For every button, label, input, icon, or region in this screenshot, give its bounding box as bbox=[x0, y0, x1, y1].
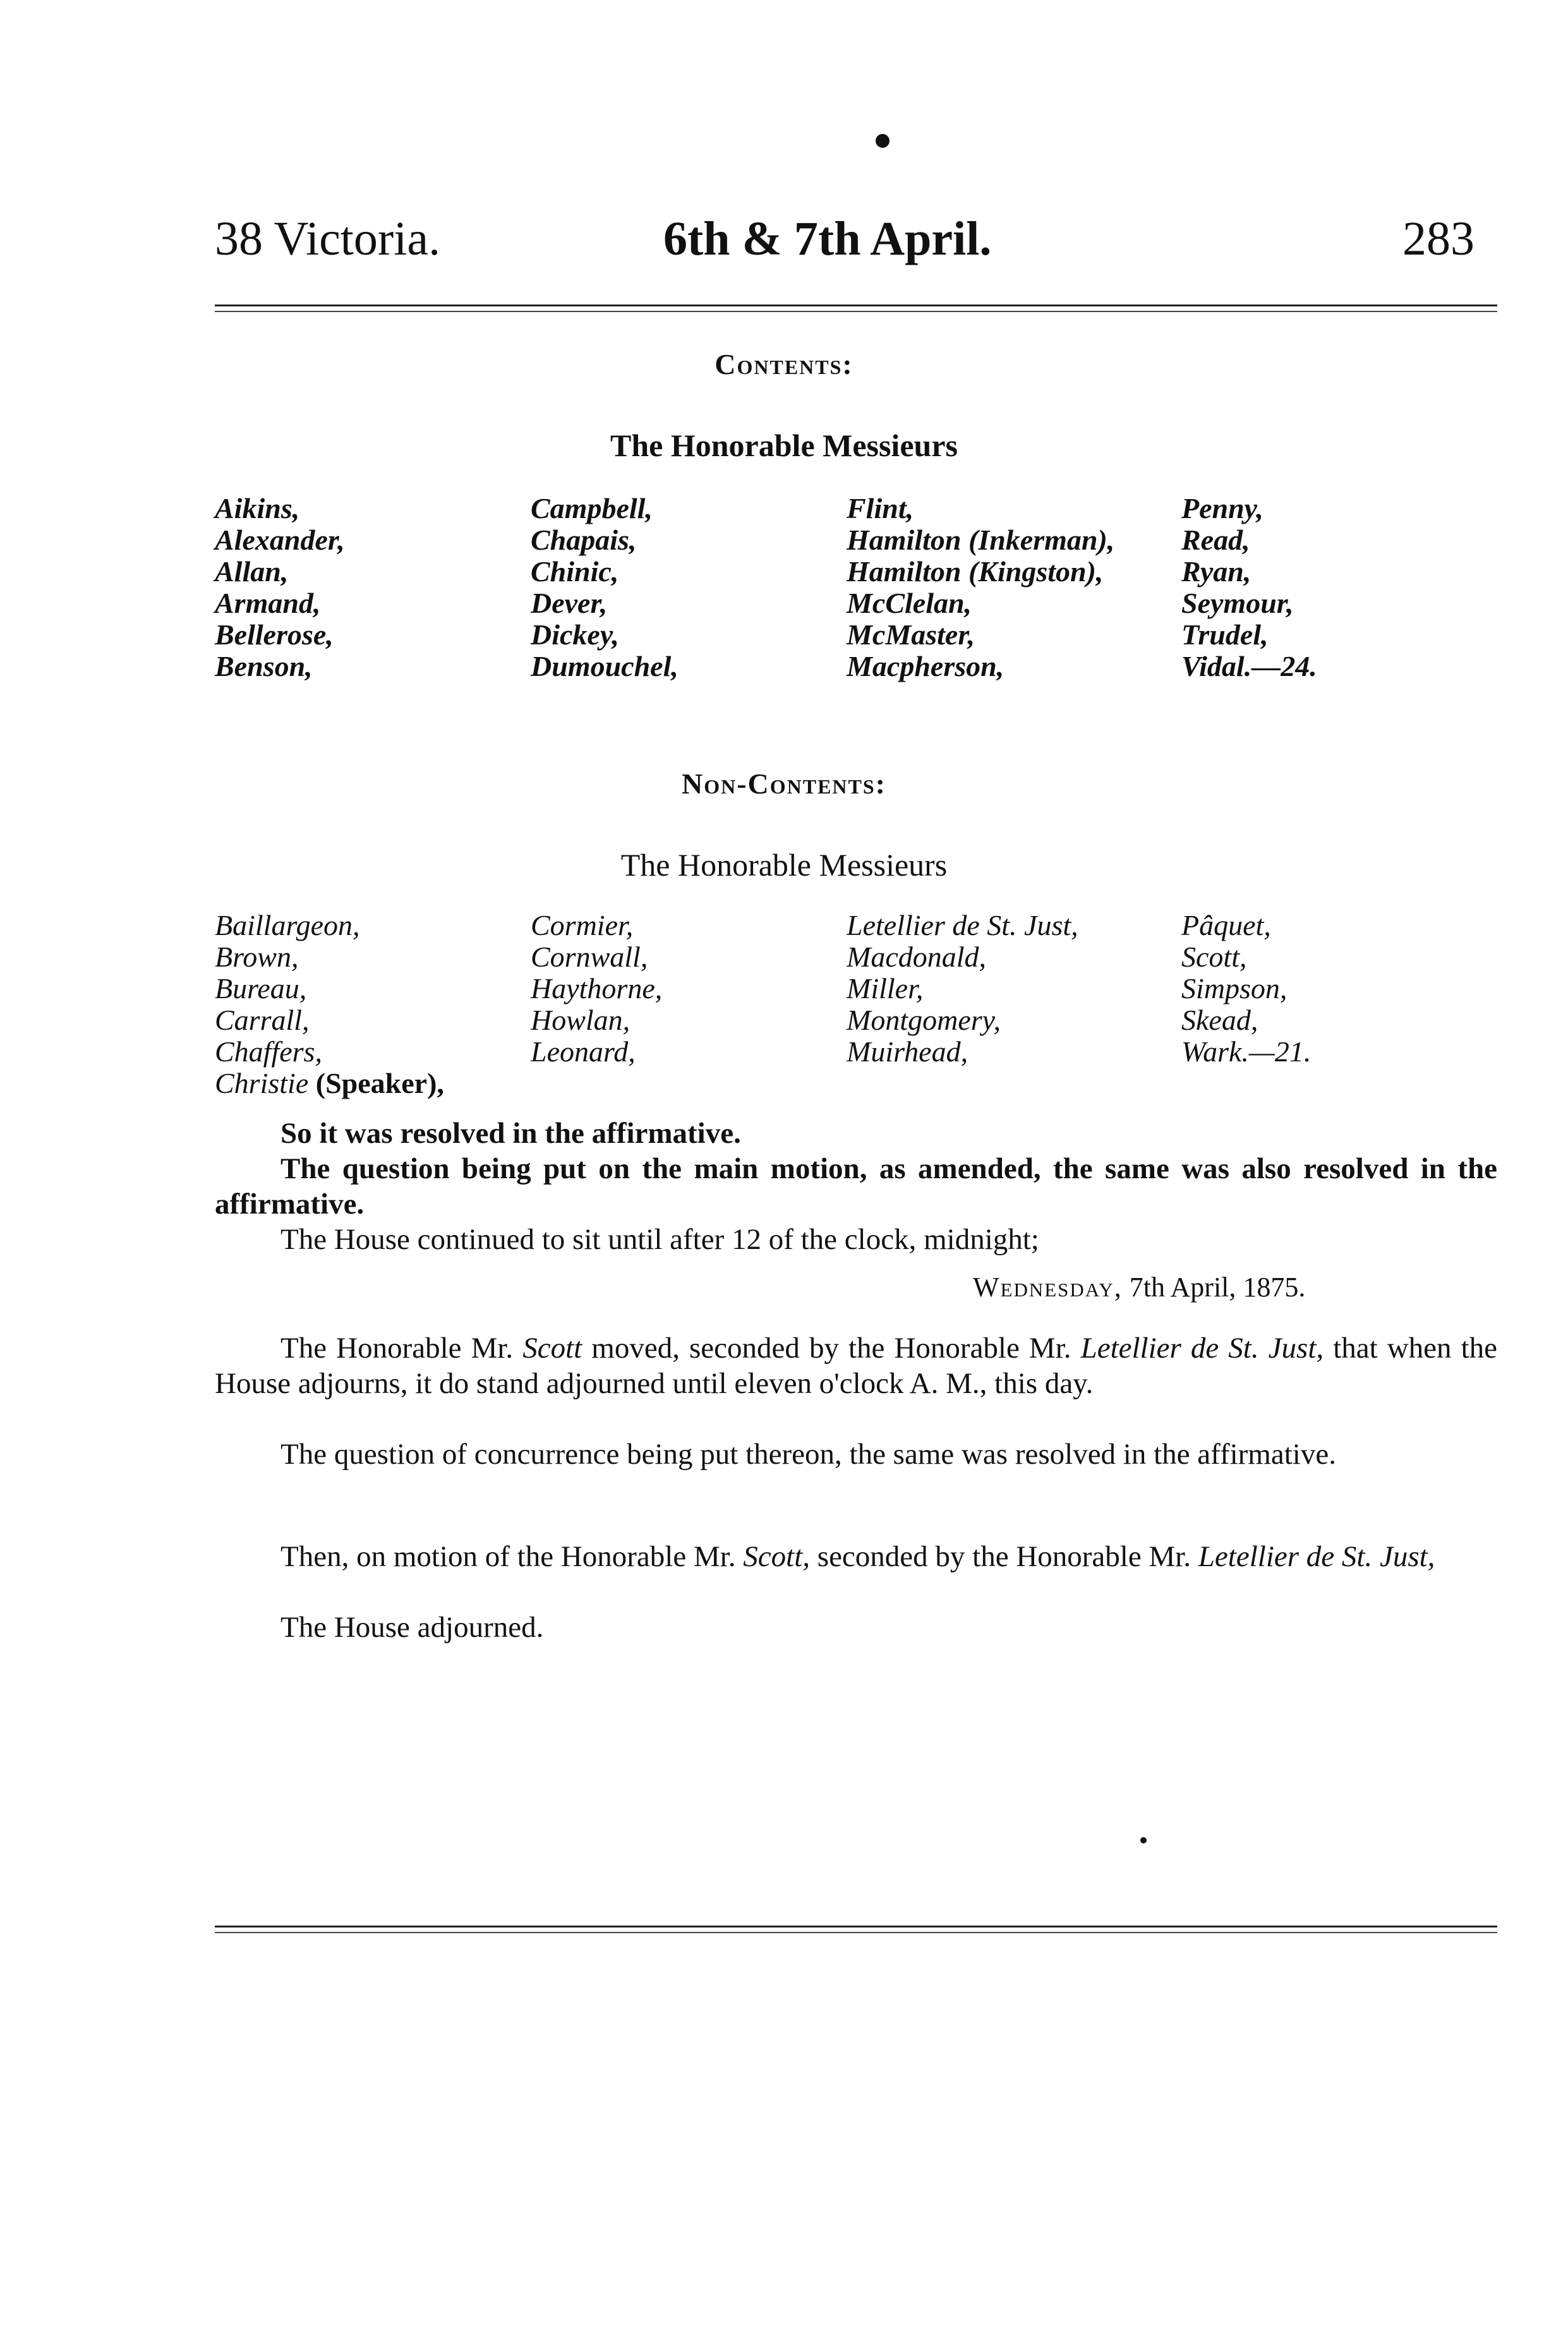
member-name: Penny, bbox=[1181, 492, 1263, 524]
date-line bbox=[973, 1271, 1305, 1303]
mover-name: Scott, bbox=[743, 1540, 811, 1573]
member-name: Scott, bbox=[1181, 941, 1247, 973]
member-name: Chaffers, bbox=[215, 1035, 322, 1068]
member-name: Haythorne, bbox=[531, 972, 663, 1004]
name-row bbox=[215, 651, 1497, 682]
paragraph-adjourned: The House adjourned. bbox=[280, 1611, 544, 1644]
speaker-line bbox=[215, 1068, 444, 1099]
ink-dot-lower bbox=[1140, 1837, 1147, 1843]
member-name: Miller, bbox=[847, 972, 924, 1004]
name-row bbox=[215, 910, 1497, 941]
member-name: Seymour, bbox=[1181, 587, 1294, 619]
member-name: Macpherson, bbox=[847, 650, 1004, 682]
member-name: Vidal.—24. bbox=[1181, 650, 1317, 682]
member-name: Benson, bbox=[215, 650, 313, 682]
seconder-name: Letellier de St. Just, bbox=[1080, 1332, 1324, 1365]
header-rule-top bbox=[215, 305, 1497, 306]
date-day: Wednesday, bbox=[973, 1272, 1123, 1303]
member-name: Skead, bbox=[1181, 1004, 1258, 1036]
non-contents-name-table bbox=[215, 910, 1497, 1099]
non-contents-heading: Non-Contents: bbox=[681, 768, 886, 800]
member-name: Simpson, bbox=[1181, 972, 1288, 1004]
paragraph-resolved: So it was resolved in the affirmative. bbox=[280, 1117, 741, 1150]
name-row bbox=[215, 1036, 1497, 1068]
motion-text-b: moved, seconded by the Honorable Mr. bbox=[591, 1332, 1071, 1365]
member-name: Chinic, bbox=[531, 555, 619, 588]
member-name: Cormier, bbox=[531, 909, 634, 941]
name-row bbox=[215, 941, 1497, 973]
motion-text-c: that when the House adjourns, it do stand adjourned until eleven o'clock A. M., this day. bbox=[215, 1332, 1498, 1400]
footer-rule-bottom bbox=[215, 1932, 1497, 1933]
name-row bbox=[215, 973, 1497, 1004]
non-contents-subheading: The Honorable Messieurs bbox=[620, 847, 948, 883]
member-name: Bellerose, bbox=[215, 618, 334, 651]
member-name: Read, bbox=[1181, 524, 1250, 556]
name-row bbox=[215, 1004, 1497, 1036]
contents-name-table bbox=[215, 493, 1497, 682]
adjourn-text-b: seconded by the Honorable Mr. bbox=[817, 1540, 1191, 1573]
motion-text-a: The Honorable Mr. bbox=[280, 1332, 514, 1365]
ink-dot-top bbox=[876, 134, 890, 148]
running-head-center: 6th & 7th April. bbox=[663, 212, 992, 265]
name-row bbox=[215, 556, 1497, 588]
member-name: Dumouchel, bbox=[531, 650, 678, 682]
member-name: Brown, bbox=[215, 941, 299, 973]
member-name: Letellier de St. Just, bbox=[847, 909, 1078, 941]
speaker-label: (Speaker), bbox=[315, 1067, 444, 1099]
running-head-left: 38 Victoria. bbox=[215, 212, 441, 265]
member-name: Cornwall, bbox=[531, 941, 648, 973]
member-name: Montgomery, bbox=[847, 1004, 1001, 1036]
paragraph-main-motion: The question being put on the main motion, as amended, the same was also resolved in the affirmative. bbox=[215, 1152, 1497, 1221]
name-row bbox=[215, 524, 1497, 556]
member-name: Macdonald, bbox=[847, 941, 987, 973]
member-name: Muirhead, bbox=[847, 1035, 968, 1068]
date-rest: 7th April, 1875. bbox=[1129, 1272, 1306, 1303]
member-name: Armand, bbox=[215, 587, 321, 619]
paragraph-continued: The House continued to sit until after 12 of the clock, midnight; bbox=[280, 1223, 1039, 1256]
member-name: Trudel, bbox=[1181, 618, 1269, 651]
contents-subheading: The Honorable Messieurs bbox=[610, 428, 958, 463]
member-name: Campbell, bbox=[531, 492, 653, 524]
seconder-name: Letellier de St. Just, bbox=[1198, 1540, 1435, 1573]
name-row bbox=[215, 493, 1497, 524]
member-name: McMaster, bbox=[847, 618, 975, 651]
name-row bbox=[215, 588, 1497, 619]
paragraph-concurrence: The question of concurrence being put thereon, the same was resolved in the affirmative. bbox=[280, 1438, 1336, 1471]
member-name: Chapais, bbox=[531, 524, 637, 556]
header-rule-bottom bbox=[215, 311, 1497, 312]
member-name: Flint, bbox=[847, 492, 914, 524]
paragraph-scott-motion bbox=[215, 1330, 1497, 1401]
member-name: Dever, bbox=[531, 587, 608, 619]
member-name: Hamilton (Kingston), bbox=[847, 555, 1104, 588]
member-name: Baillargeon, bbox=[215, 909, 360, 941]
name-row bbox=[215, 1068, 1497, 1099]
member-name: Hamilton (Inkerman), bbox=[847, 524, 1115, 556]
contents-heading: Contents: bbox=[715, 348, 853, 380]
mover-name: Scott bbox=[522, 1332, 582, 1365]
paragraph-adjourn-motion bbox=[215, 1539, 1497, 1574]
name-row bbox=[215, 619, 1497, 651]
member-name: Wark.—21. bbox=[1181, 1035, 1312, 1068]
member-name: Leonard, bbox=[531, 1035, 636, 1068]
member-name: Aikins, bbox=[215, 492, 300, 524]
member-name: Dickey, bbox=[531, 618, 620, 651]
member-name: Pâquet, bbox=[1181, 909, 1271, 941]
member-name: McClelan, bbox=[847, 587, 972, 619]
footer-rule-top bbox=[215, 1926, 1497, 1927]
page-number: 283 bbox=[1402, 212, 1475, 265]
member-name: Allan, bbox=[215, 555, 289, 588]
member-name: Howlan, bbox=[531, 1004, 630, 1036]
member-name: Carrall, bbox=[215, 1004, 310, 1036]
member-name: Christie bbox=[215, 1067, 309, 1099]
member-name: Ryan, bbox=[1181, 555, 1251, 588]
member-name: Bureau, bbox=[215, 972, 307, 1004]
adjourn-text-a: Then, on motion of the Honorable Mr. bbox=[280, 1540, 736, 1573]
member-name: Alexander, bbox=[215, 524, 345, 556]
